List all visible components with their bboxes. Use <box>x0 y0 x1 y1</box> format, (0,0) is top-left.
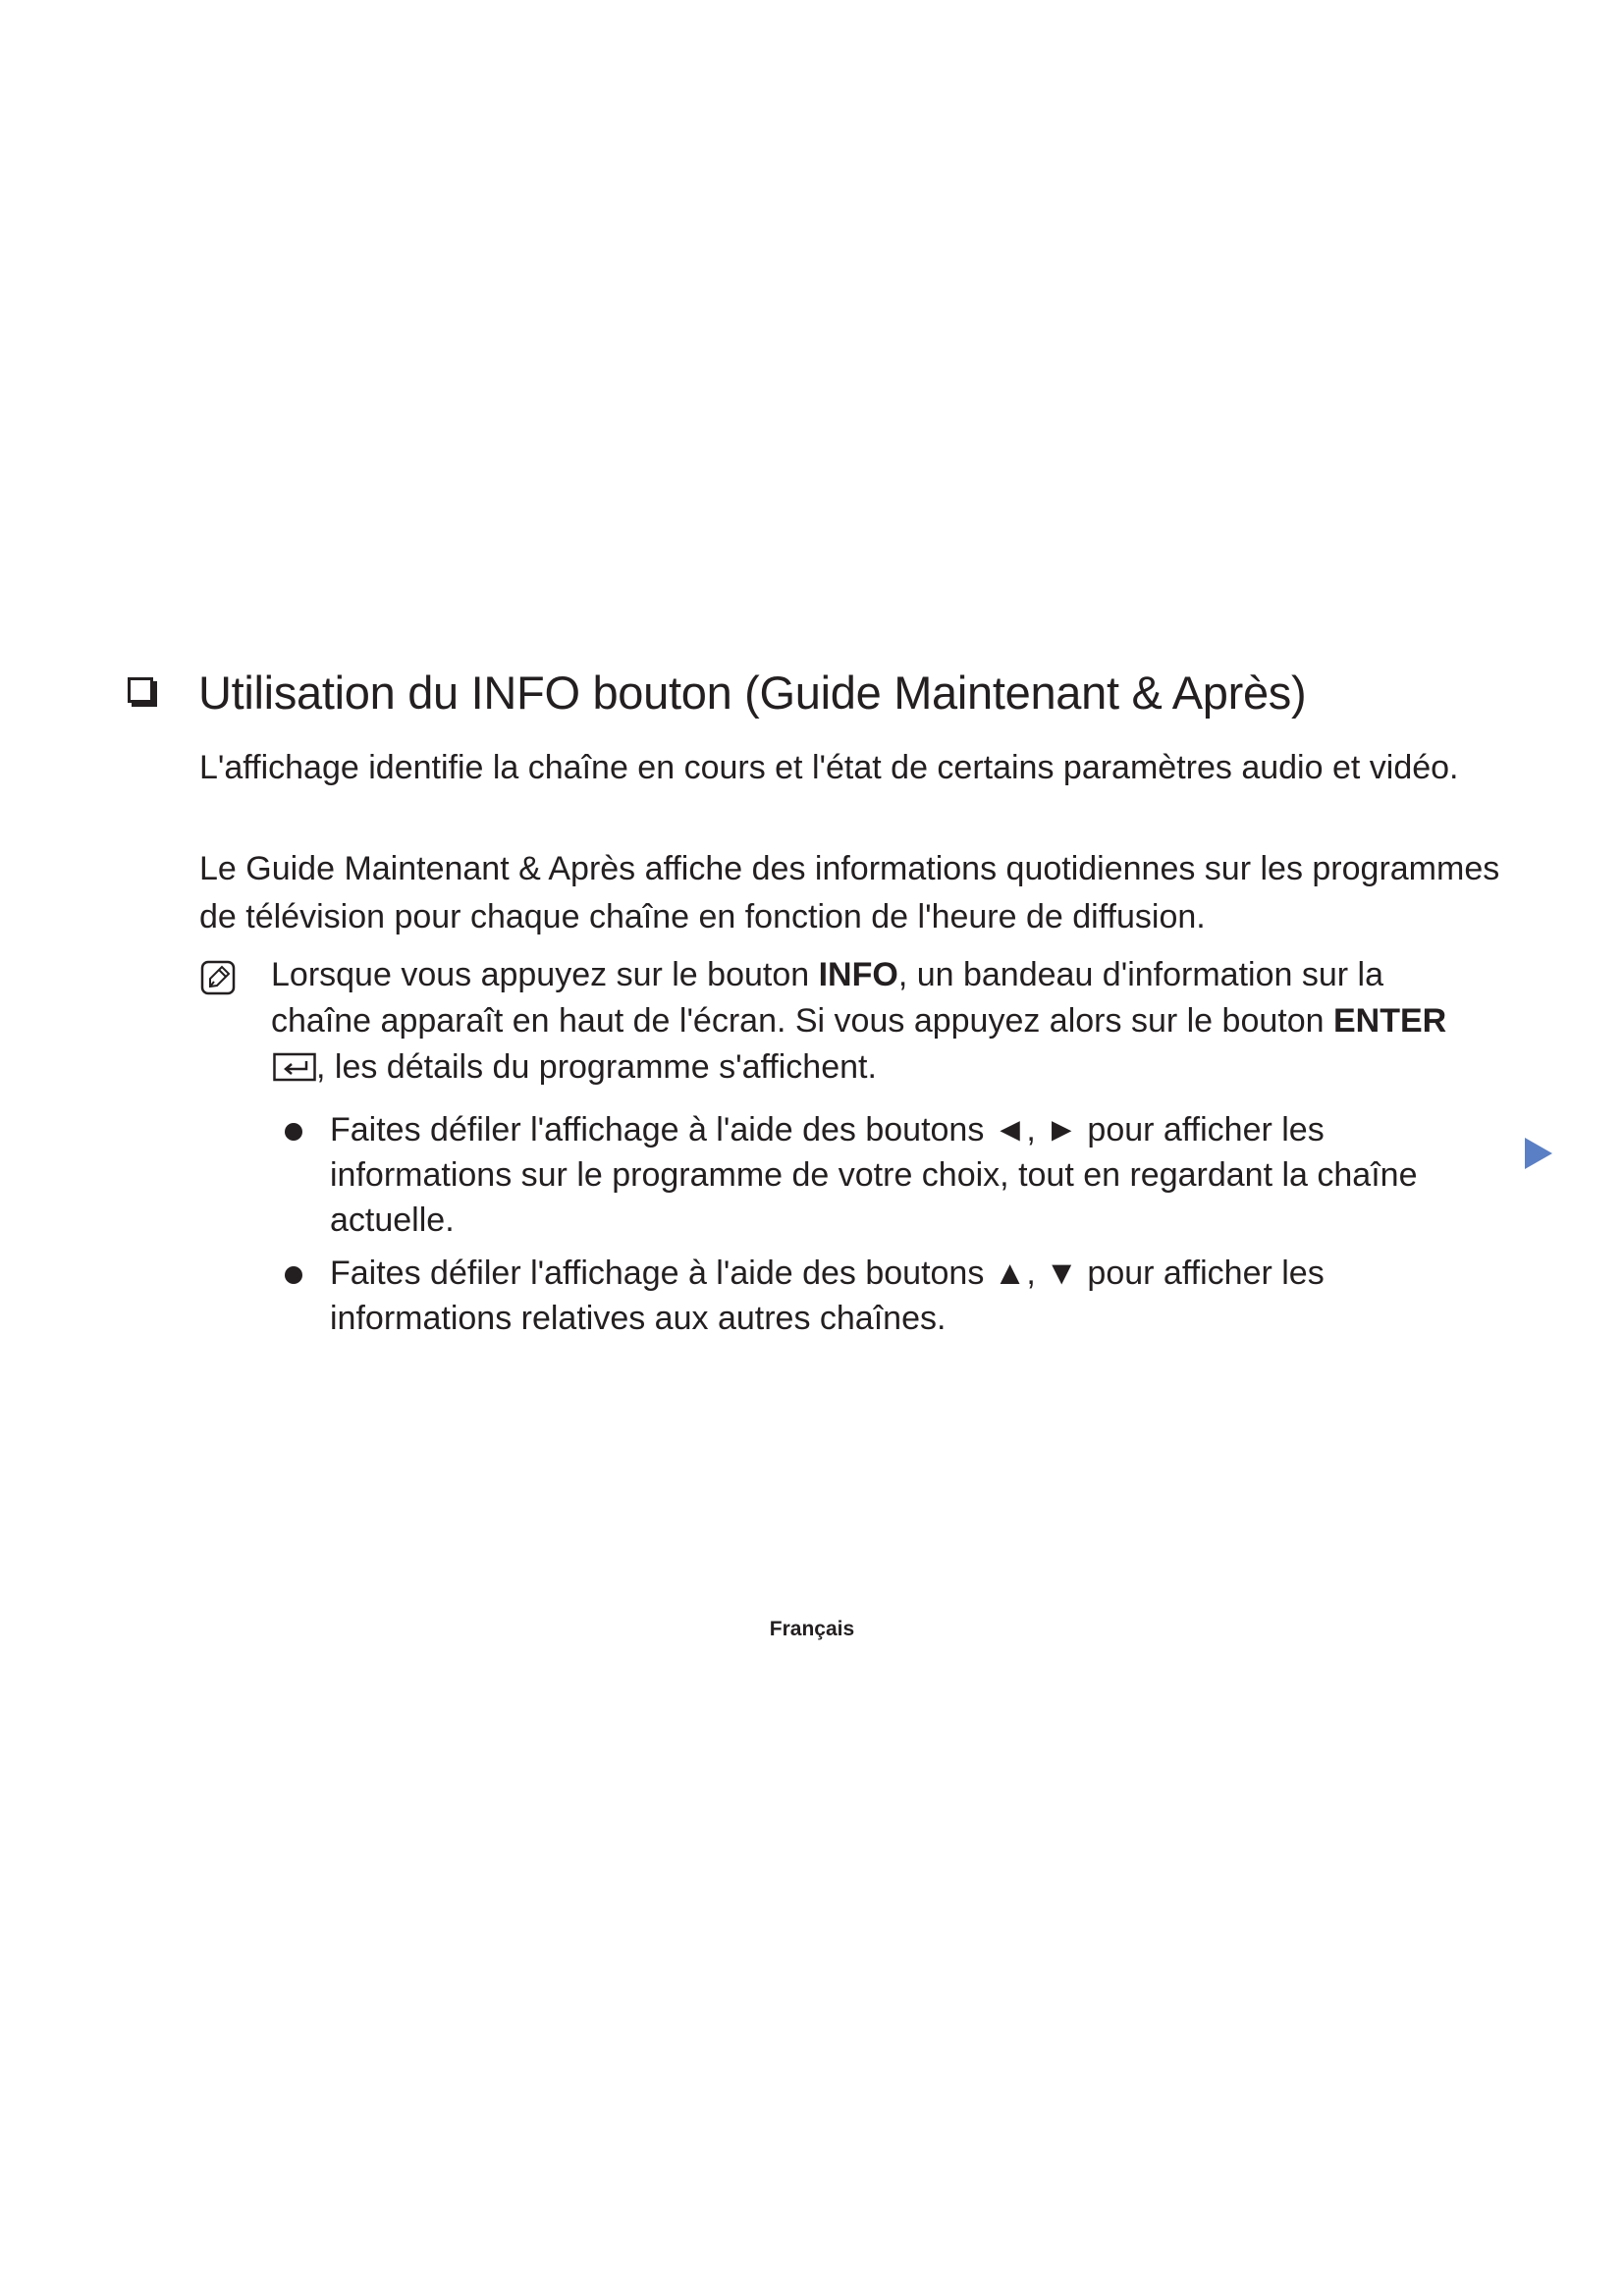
bullet-item-navigate-channels: Faites défiler l'affichage à l'aide des boutons ▲, ▼ pour afficher les informations relatives aux autres chaînes. <box>330 1255 1325 1337</box>
note-icon <box>200 960 236 995</box>
paragraph-guide: Le Guide Maintenant & Après affiche des informations quotidiennes sur les programmes de télévision pour chaque chaîne en fonction de l'heure de diffusion. <box>199 850 1500 935</box>
enter-key-icon <box>273 1052 316 1082</box>
bullet-dot-icon <box>285 1123 302 1141</box>
note-text <box>271 952 1489 1091</box>
footer-language: Français <box>769 1618 855 1640</box>
note-text-part2: , un bandeau d'information sur la chaîne apparaît en haut de l'écran. Si vous appuyez alors sur le bouton <box>271 956 1383 1040</box>
paragraph-intro: L'affichage identifie la chaîne en cours et l'état de certains paramètres audio et vidéo. <box>199 749 1459 786</box>
checkbox-square-icon <box>128 677 153 703</box>
note-text-part1: Lorsque vous appuyez sur le bouton <box>271 956 819 993</box>
section-title: Utilisation du INFO bouton (Guide Maintenant & Après) <box>198 667 1307 719</box>
next-page-arrow-icon[interactable] <box>1524 1137 1553 1170</box>
info-key-label: INFO <box>818 956 898 993</box>
note-text-part3: , les détails du programme s'affichent. <box>316 1048 877 1086</box>
bullet-item-navigate-programs: Faites défiler l'affichage à l'aide des boutons ◄, ► pour afficher les informations sur le programme de votre choix, tout en regardant la chaîne actuelle. <box>330 1111 1418 1239</box>
bullet-dot-icon <box>285 1266 302 1284</box>
enter-key-label: ENTER <box>1332 1002 1447 1040</box>
section-heading <box>126 664 1500 726</box>
